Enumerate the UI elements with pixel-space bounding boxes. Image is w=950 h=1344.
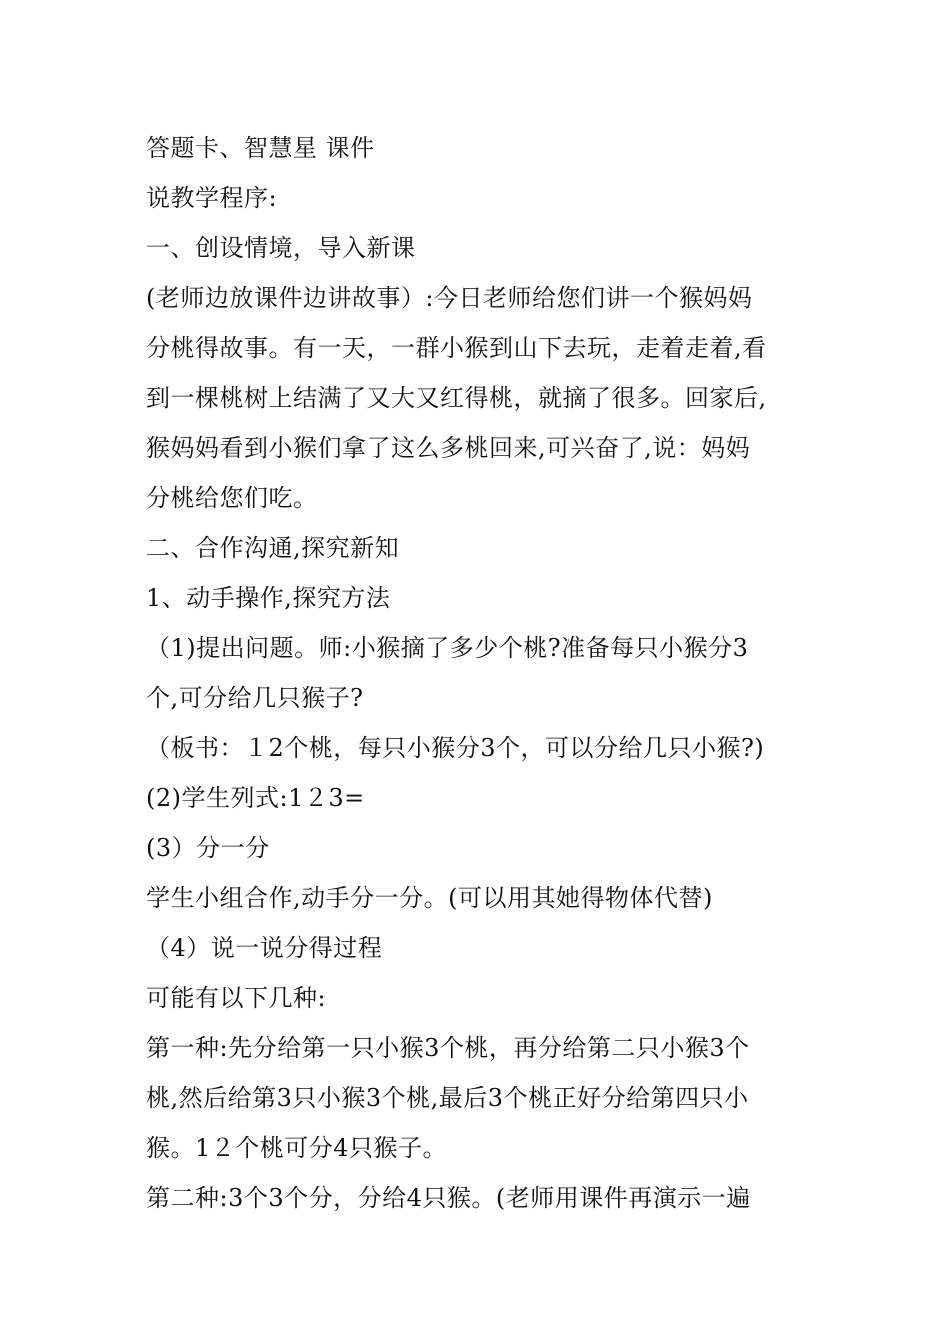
paragraph-line: 猴妈妈看到小猴们拿了这么多桃回来,可兴奋了,说：妈妈 [146,434,751,462]
paragraph-line: 桃,然后给第3只小猴3个桃,最后3个桃正好分给第四只小 [146,1084,749,1112]
paragraph-line: 到一棵桃树上结满了又大又红得桃，就摘了很多。回家后, [146,384,767,412]
paragraph-line: 第二种:3个3个分，分给4只猴。(老师用课件再演示一遍 [146,1184,751,1212]
paragraph-line: 第一种:先分给第一只小猴3个桃，再分给第二只小猴3个 [146,1034,750,1062]
paragraph-line: 猴。1２个桃可分4只猴子。 [146,1134,448,1162]
paragraph-line: （板书：１2个桃，每只小猴分3个，可以分给几只小猴?) [146,734,765,762]
paragraph-line: 分桃得故事。有一天，一群小猴到山下去玩，走着走着,看 [146,334,767,362]
paragraph-line: （1)提出问题。师:小猴摘了多少个桃?准备每只小猴分3 [146,634,749,662]
paragraph-line: 个,可分给几只猴子? [146,684,364,712]
paragraph-line: （4）说一说分得过程 [146,934,383,962]
text-line-materials: 答题卡、智慧星 课件 [146,134,375,162]
paragraph-line: (2)学生列式:1２3= [146,784,365,812]
subsection-heading-1: 1、动手操作,探究方法 [146,584,391,612]
paragraph-line: 可能有以下几种: [146,984,327,1012]
document-body [146,123,816,1223]
paragraph-line: 分桃给您们吃。 [146,484,318,512]
paragraph-line: (老师边放课件边讲故事）:今日老师给您们讲一个猴妈妈 [146,284,753,312]
text-line-procedure-heading: 说教学程序: [146,184,278,212]
section-heading-2: 二、合作沟通,探究新知 [146,534,400,562]
section-heading-1: 一、创设情境，导入新课 [146,234,416,262]
paragraph-line: 学生小组合作,动手分一分。(可以用其她得物体代替) [146,884,713,912]
paragraph-line: (3）分一分 [146,834,270,862]
